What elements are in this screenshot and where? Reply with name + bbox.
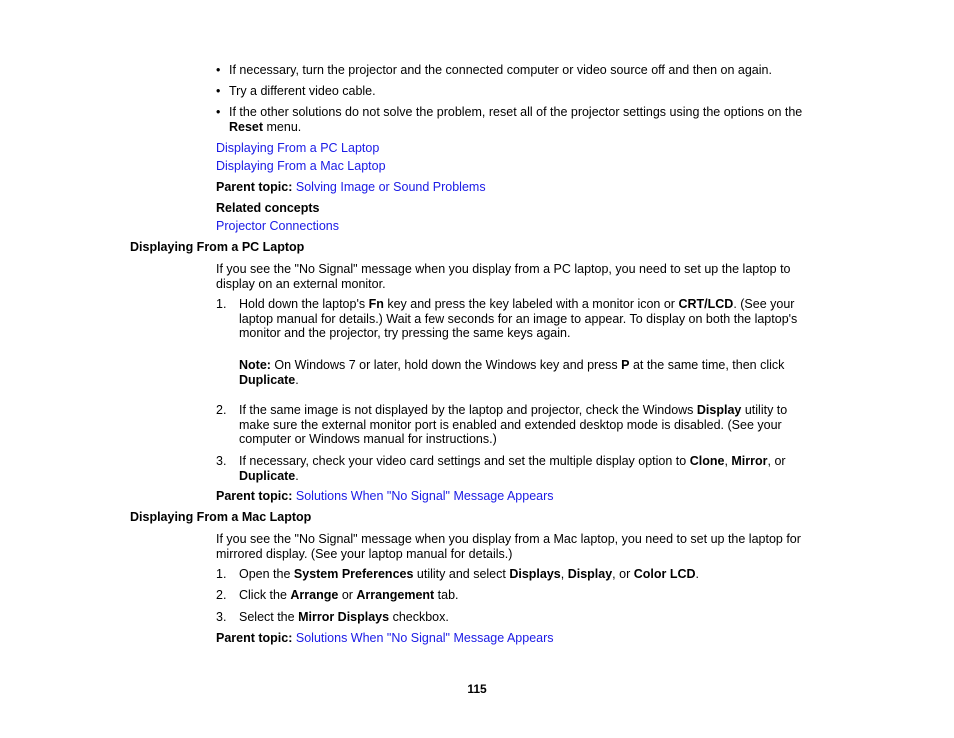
step-text: Open the System Preferences utility and select Displays, Display, or Color LCD.	[239, 567, 700, 581]
mac-step-2	[216, 588, 826, 603]
bullet-item	[216, 84, 816, 99]
step-text: If necessary, check your video card settings and set the multiple display option to Clone, Mirror, or Duplicate.	[239, 454, 786, 483]
pc-note: Note: On Windows 7 or later, hold down the Windows key and press P at the same time, then click Duplicate.	[239, 358, 785, 387]
section-heading-pc: Displaying From a PC Laptop	[130, 240, 305, 254]
step-number: 1.	[216, 297, 227, 311]
step-text: If the same image is not displayed by the laptop and projector, check the Windows Display utility to make sure the external monitor port is enabled and extended desktop mode is disabled. (See your computer or Windows manual for instructions.)	[239, 403, 788, 446]
parent-topic	[216, 489, 554, 504]
parent-topic	[216, 180, 486, 195]
parent-topic-label: Parent topic:	[216, 180, 293, 194]
related-concepts-label: Related concepts	[216, 201, 320, 215]
step-text: Click the Arrange or Arrangement tab.	[239, 588, 459, 602]
parent-topic	[216, 631, 554, 646]
link-displaying-pc-laptop[interactable]: Displaying From a PC Laptop	[216, 141, 380, 155]
step-number: 2.	[216, 403, 227, 417]
mac-step-1	[216, 567, 826, 582]
reset-menu-name: Reset	[229, 119, 264, 134]
bullet-text: If necessary, turn the projector and the connected computer or video source off and then on again.	[229, 63, 772, 77]
bullet-mark: •	[216, 63, 221, 77]
pc-step-3	[216, 454, 816, 483]
bullet-mark: •	[216, 105, 221, 119]
bullet-item	[216, 105, 816, 134]
link-solutions-no-signal[interactable]: Solutions When "No Signal" Message Appears	[295, 489, 554, 503]
bullet-item	[216, 63, 816, 78]
step-number: 3.	[216, 454, 227, 468]
note-label: Note:	[239, 358, 271, 372]
step-number: 2.	[216, 588, 227, 602]
bullet-mark: •	[216, 84, 221, 98]
pc-step-2	[216, 403, 816, 447]
link-solving-image-sound[interactable]: Solving Image or Sound Problems	[295, 180, 486, 194]
page-number: 115	[467, 682, 487, 696]
bullet-text: If the other solutions do not solve the problem, reset all of the projector settings using the options on the Reset menu.	[229, 105, 803, 134]
section-heading-mac: Displaying From a Mac Laptop	[130, 510, 312, 524]
parent-topic-label: Parent topic:	[216, 631, 293, 645]
bullet-text: Try a different video cable.	[229, 84, 376, 98]
step-number: 1.	[216, 567, 227, 581]
parent-topic-label: Parent topic:	[216, 489, 293, 503]
link-projector-connections[interactable]: Projector Connections	[216, 219, 339, 233]
mac-intro: If you see the "No Signal" message when you display from a Mac laptop, you need to set up the laptop for mirrored display. (See your laptop manual for details.)	[216, 532, 801, 561]
step-text: Select the Mirror Displays checkbox.	[239, 610, 449, 624]
mac-step-3	[216, 610, 826, 625]
step-text: Hold down the laptop's Fn key and press the key labeled with a monitor icon or CRT/LCD. (See your laptop manual for details.) Wait a few seconds for an image to appear. To display on both the laptop's monitor and the projector, try pressing the same keys again.	[239, 297, 798, 340]
link-displaying-mac-laptop[interactable]: Displaying From a Mac Laptop	[216, 159, 386, 173]
link-solutions-no-signal[interactable]: Solutions When "No Signal" Message Appears	[295, 631, 554, 645]
step-number: 3.	[216, 610, 227, 624]
pc-intro: If you see the "No Signal" message when you display from a PC laptop, you need to set up the laptop to display on an external monitor.	[216, 262, 791, 291]
pc-step-1	[216, 297, 806, 341]
